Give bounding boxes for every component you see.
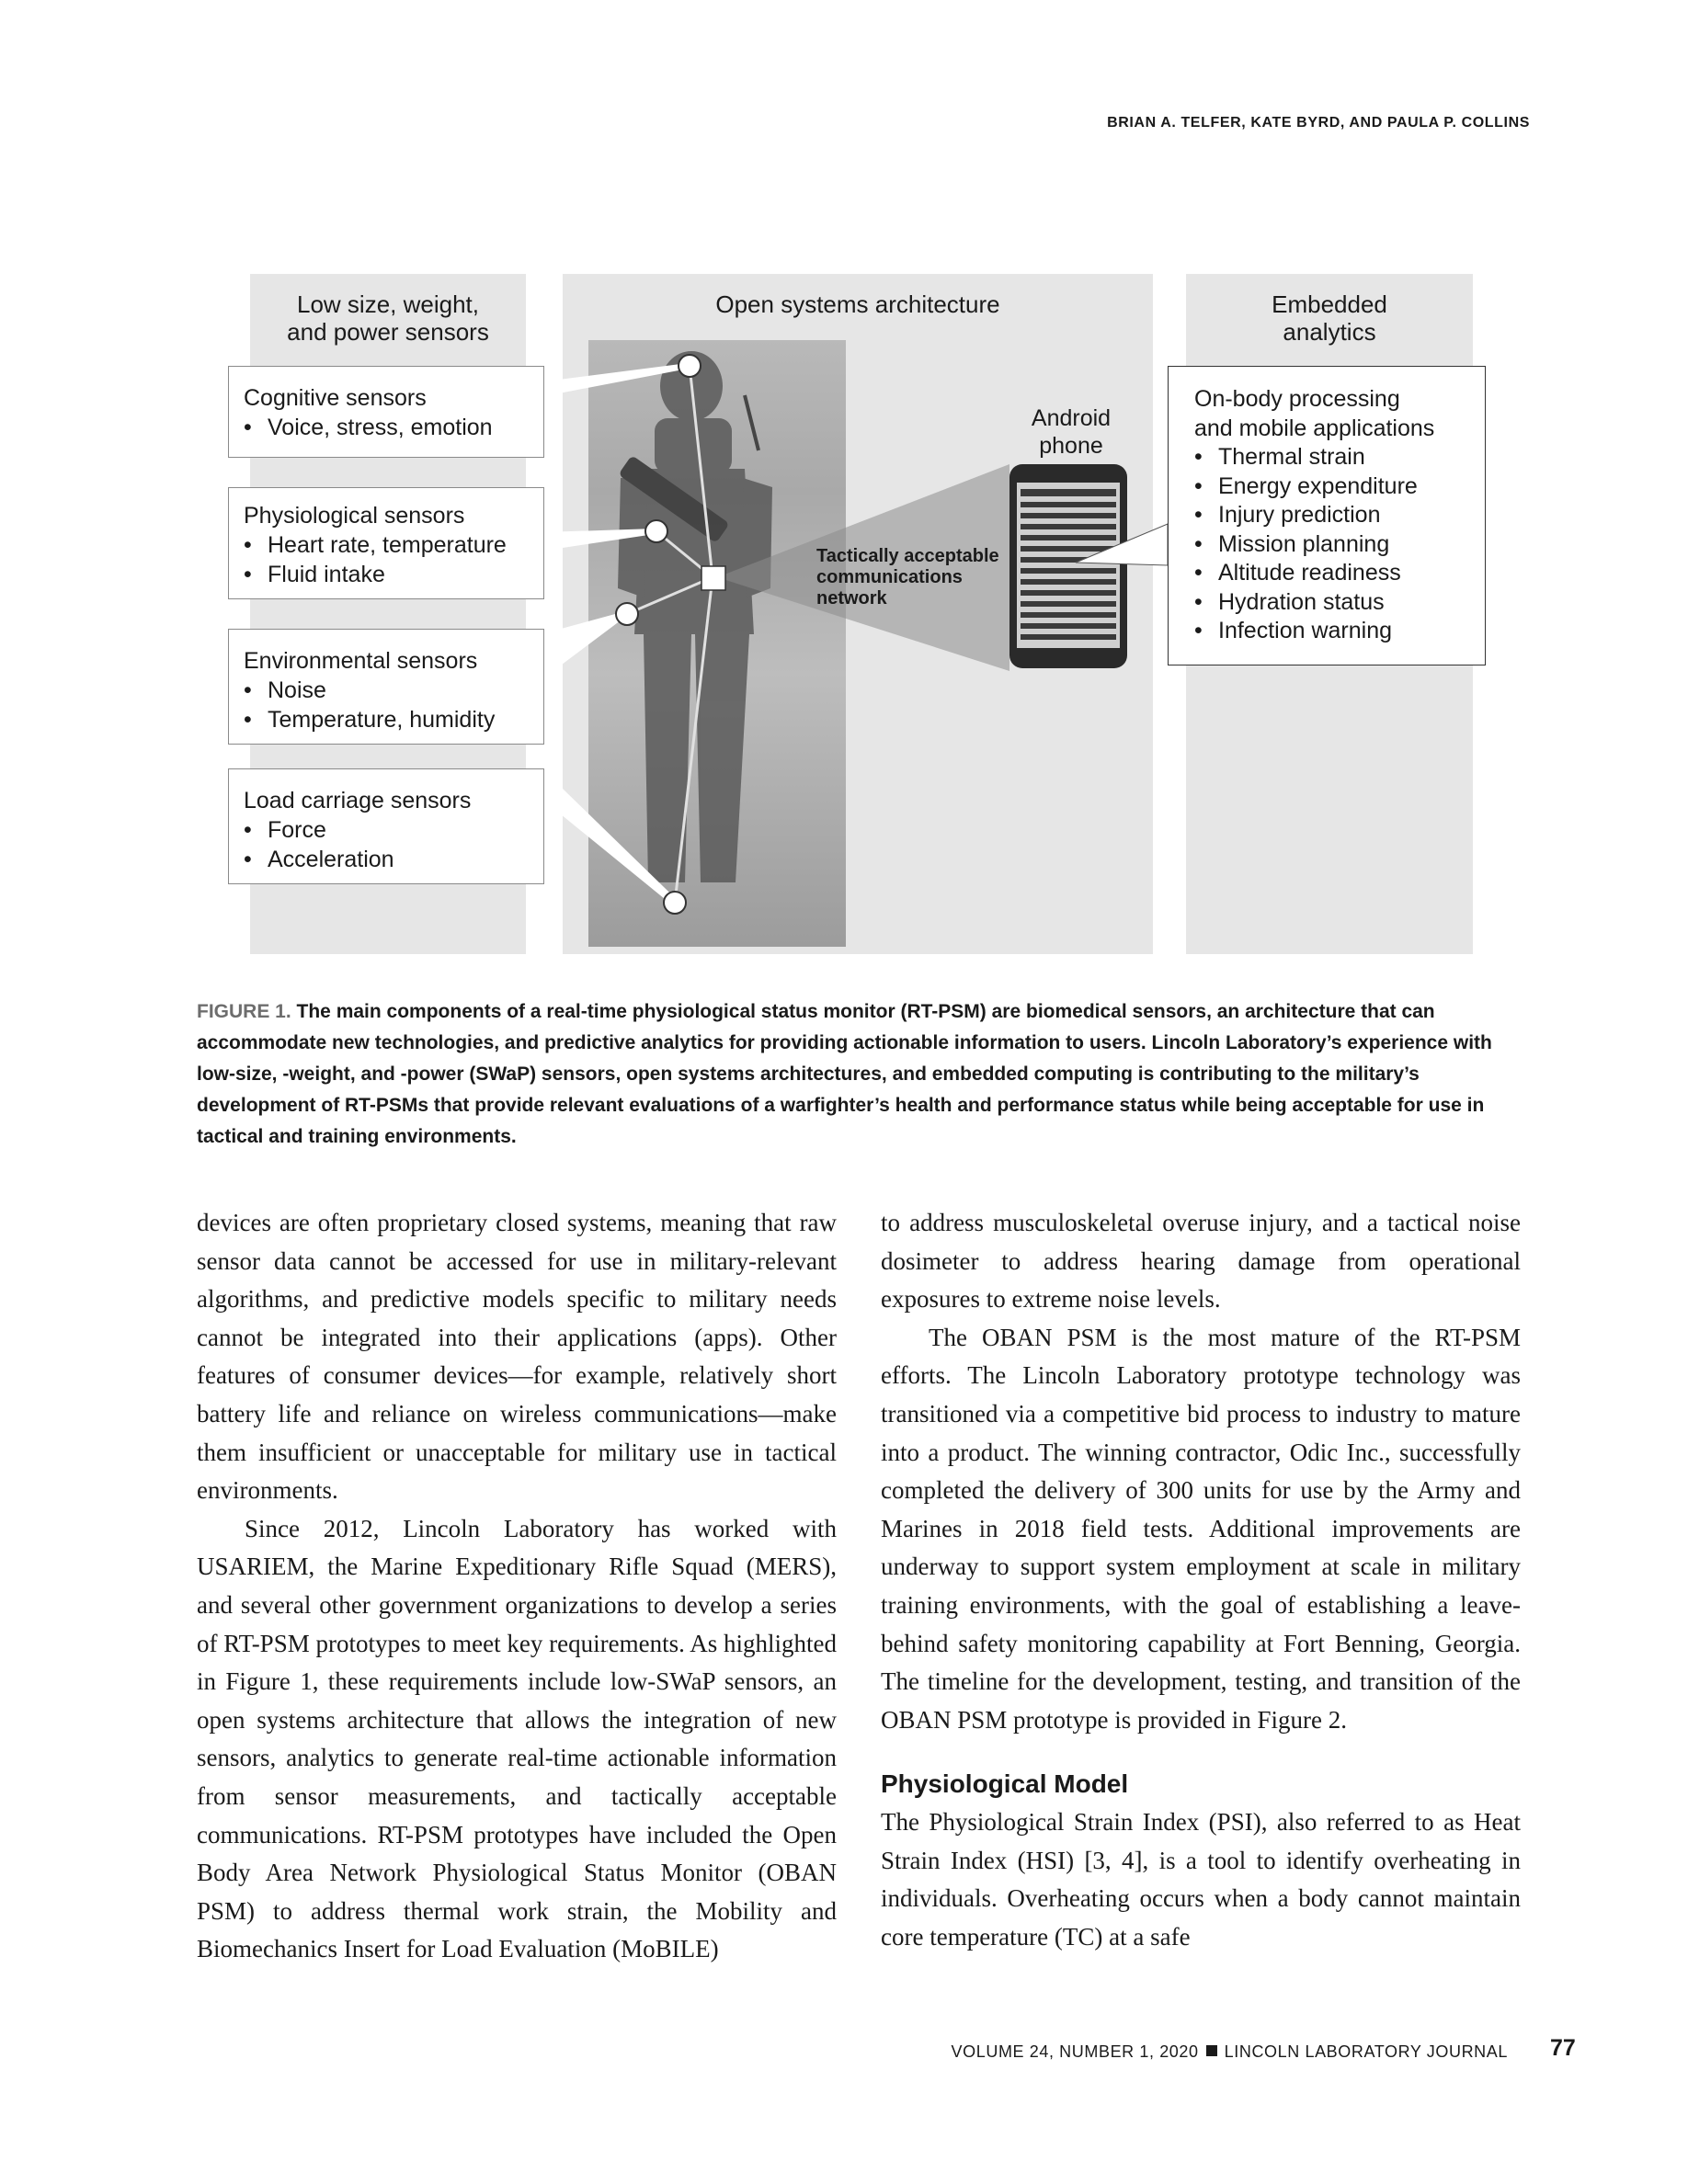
analytics-box	[1168, 366, 1486, 665]
sensor-box-title: Environmental sensors	[244, 648, 478, 674]
analytics-box-title: On-body processing and mobile applications	[1194, 386, 1435, 441]
network-label: Tactically acceptable communications network	[816, 546, 999, 609]
paragraph: The Physiological Strain Index (PSI), also referred to as Heat Strain Index (HSI) [3, 4], is a tool to identify overheating in individuals. Overheating occurs when a body cannot maintain core temperature (TC) at a safe	[881, 1807, 1521, 1951]
analytics-item: • Thermal strain	[1194, 443, 1459, 472]
paragraph: The OBAN PSM is the most mature of the RT-PSM efforts. The Lincoln Laboratory prototype technology was transitioned via a competitive bid process to industry to mature into a product. The winning contractor, Odic Inc., successfully completed the delivery of 300 units for use by the Army and Marines in 2018 field tests. Additional improvements are underway to support system employment at scale in military training environments, with the goal of establishing a leave-behind safety monitoring capability at Fort Benning, Georgia. The timeline for the development, testing, and transition of the OBAN PSM prototype is provided in Figure 2.	[881, 1323, 1521, 1734]
sensors-column-heading: Low size, weight, and power sensors	[287, 290, 489, 346]
cognitive-sensors-box	[228, 366, 544, 458]
figure-caption	[197, 996, 1521, 1153]
foot-sensor-dot	[664, 892, 686, 914]
paragraph: Since 2012, Lincoln Laboratory has worked with USARIEM, the Marine Expeditionary Rifle Squad (MERS), and several other government organizations to develop a series of RT-PSM prototypes to meet key requirements. As highlighted in Figure 1, these requirements include low-SWaP sensors, an open systems architecture that allows the integration of new sensors, analytics to generate real-time actionable information from sensor measurements, and tactically acceptable communications. RT-PSM prototypes have included the Open Body Area Network Physiological Status Monitor (OBAN PSM) to address thermal work strain, the Mobility and Biomechanics Insert for Load Evaluation (MoBILE)	[197, 1514, 837, 1963]
analytics-item: • Altitude readiness	[1194, 559, 1459, 588]
figure-1	[0, 0, 1688, 974]
architecture-column-heading: Open systems architecture	[715, 290, 1000, 318]
footer	[809, 2042, 1508, 2062]
sensor-box-title: Cognitive sensors	[244, 385, 427, 411]
hub-square	[701, 566, 725, 590]
physiological-sensors-box	[228, 487, 544, 599]
sensor-item: • Fluid intake	[244, 560, 529, 589]
sensor-box-title: Load carriage sensors	[244, 788, 472, 813]
page-number: 77	[1550, 2035, 1576, 2061]
analytics-item: • Infection warning	[1194, 617, 1459, 646]
sensor-item: • Noise	[244, 676, 529, 705]
analytics-column-heading: Embedded analytics	[1272, 290, 1387, 346]
caption-text: The main components of a real-time physiological status monitor (RT-PSM) are biomedical sensors, an architecture that can accommodate new technologies, and predictive analytics for providing actionable information to users. Lincoln Laboratory’s experience with low-size, -weight, and -power (SWaP) sensors, open systems architectures, and embedded computing is contributing to the military’s development of RT-PSMs that provide relevant evaluations of a warfighter’s health and performance status while being acceptable for use in tactical and training environments.	[197, 1001, 1492, 1147]
sensor-item: • Acceleration	[244, 845, 529, 874]
sensor-item: • Force	[244, 815, 529, 845]
sensor-box-title: Physiological sensors	[244, 503, 465, 529]
sensor-item: • Heart rate, temperature	[244, 530, 529, 560]
head-sensor-dot	[679, 355, 701, 377]
footer-volume: VOLUME 24, NUMBER 1, 2020	[951, 2042, 1199, 2061]
soldier-silhouette	[618, 351, 772, 882]
load-carriage-sensors-box	[228, 768, 544, 884]
chest-sensor-dot	[645, 520, 667, 542]
arm-sensor-dot	[616, 603, 638, 625]
analytics-item: • Hydration status	[1194, 588, 1459, 618]
analytics-item: • Energy expenditure	[1194, 472, 1459, 502]
sensor-item: • Temperature, humidity	[244, 705, 529, 734]
sensor-item: • Voice, stress, emotion	[244, 413, 529, 442]
environmental-sensors-box	[228, 629, 544, 745]
footer-square-icon	[1206, 2045, 1217, 2056]
paragraph: to address musculoskeletal overuse injury, and a tactical noise dosimeter to address hearing damage from operational exposures to extreme noise levels.	[881, 1209, 1521, 1314]
section-heading: Physiological Model	[881, 1769, 1129, 1799]
analytics-item: • Injury prediction	[1194, 501, 1459, 530]
paragraph: devices are often proprietary closed systems, meaning that raw sensor data cannot be accessed for use in military-relevant algorithms, and predictive models specific to military needs cannot be integrated into their applications (apps). Other features of consumer devices—for example, relatively short battery life and reliance on wireless communications—make them insufficient or unacceptable for military use in tactical environments.	[197, 1209, 837, 1505]
running-head: BRIAN A. TELFER, KATE BYRD, AND PAULA P. COLLINS	[1107, 115, 1530, 131]
body-column-right	[881, 1204, 1521, 1956]
body-column-left	[197, 1204, 837, 1969]
footer-journal: LINCOLN LABORATORY JOURNAL	[1224, 2042, 1508, 2061]
figure-number: FIGURE 1.	[197, 1001, 291, 1022]
android-phone-label: Android phone	[1031, 405, 1112, 459]
analytics-item: • Mission planning	[1194, 530, 1459, 560]
